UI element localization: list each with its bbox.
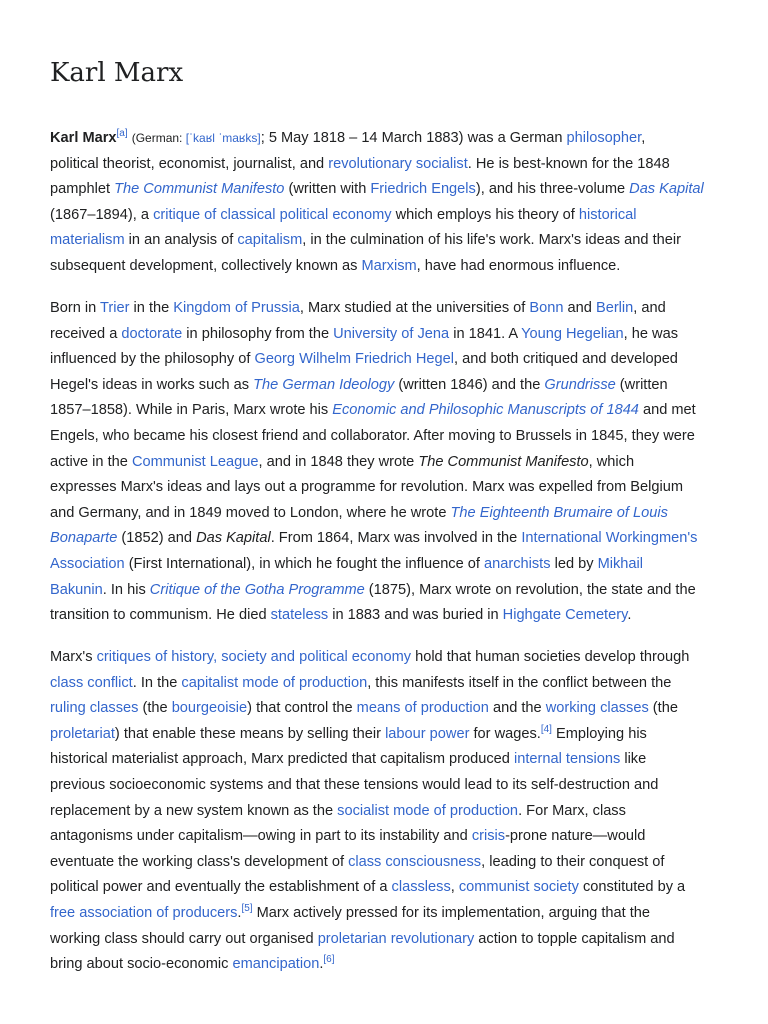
link-historical-materialism[interactable]: historical [578,206,637,223]
footnote-link[interactable]: [5] [241,902,253,914]
text-line: subsequent development, collectively known as Marxism, have had enormous influence. [50,257,621,274]
text-line: Association (First International), in which he fought the influence of anarchists led by Mikhail [50,555,644,572]
page-title: Karl Marx [50,58,184,88]
link-international-workingmens-association[interactable]: International Workingmen's [521,530,698,547]
work-title: Das Kapital [196,530,271,547]
link-capitalist-mode-of-production[interactable]: capitalist mode of production [181,674,368,691]
link-mikhail-bakunin[interactable]: Mikhail [597,555,644,572]
text-line: (1867–1894), a critique of classical political economy which employs his theory of historical [50,206,637,223]
text-line: eventuate the working class's development of class consciousness, leading to their conquest of [50,853,665,870]
link-stateless[interactable]: stateless [270,607,329,624]
ipa-link[interactable]: [ˈkaʁl ˈmaʁks] [185,131,261,145]
text-line: political theorist, economist, journalist, and revolutionary socialist. He is best-known for the 1848 [50,155,670,172]
text-line: expresses Marx's ideas and lays out a programme for revolution. Marx was expelled from Belgium [50,479,684,496]
link-communist-society[interactable]: communist society [458,879,579,896]
link-german-ideology[interactable]: The German Ideology [253,376,395,393]
link-crisis[interactable]: crisis [471,828,506,845]
paragraph-theory [50,645,725,978]
link-socialist-mode-of-production[interactable]: socialist mode of production [337,802,519,819]
link-communist-league[interactable]: Communist League [131,453,259,470]
text-line: previous socioeconomic systems and that these tensions would lead to its self-destruction and [50,776,659,793]
link-revolutionary-socialist[interactable]: revolutionary socialist [328,155,468,172]
subject-name: Karl Marx [50,130,117,146]
link-classless[interactable]: classless [391,879,451,896]
link-ruling-classes[interactable]: ruling classes [50,700,139,717]
link-mikhail-bakunin[interactable]: Bakunin [50,581,103,598]
link-das-kapital[interactable]: Das Kapital [629,181,704,198]
text-line: 1857–1858). While in Paris, Marx wrote his Economic and Philosophic Manuscripts of 1844 and met [50,402,696,419]
link-berlin[interactable]: Berlin [595,300,634,316]
link-bonn[interactable]: Bonn [529,300,564,316]
text-line: and Germany, and in 1849 moved to London, where he wrote The Eighteenth Brumaire of Louis [50,504,668,521]
link-kingdom-of-prussia[interactable]: Kingdom of Prussia [173,300,300,316]
text-line: influenced by the philosophy of Georg Wilhelm Friedrich Hegel, and both critiqued and developed [50,351,678,368]
link-anarchists[interactable]: anarchists [484,555,551,572]
text-line: received a doctorate in philosophy from the University of Jena in 1841. A Young Hegelian, he was [50,325,678,342]
link-emancipation[interactable]: emancipation [232,956,320,973]
text-line: Bakunin. In his Critique of the Gotha Programme (1875), Marx wrote on revolution, the state and the [50,581,696,598]
link-university-of-jena[interactable]: University of Jena [333,325,450,342]
link-friedrich-engels[interactable]: Friedrich Engels [370,181,476,198]
link-proletariat[interactable]: proletariat [50,725,115,742]
link-doctorate[interactable]: doctorate [121,325,183,342]
link-proletarian-revolution[interactable]: proletarian revolutionary [317,930,475,947]
paragraph-intro [50,126,725,280]
link-marxism[interactable]: Marxism [361,257,417,274]
text-line: working class should carry out organised proletarian revolutionary action to topple capitalism and [50,930,675,947]
text-line: Born in Trier in the Kingdom of Prussia, Marx studied at the universities of Bonn and Berlin, and [50,300,666,316]
paragraph-biography [50,296,725,629]
link-philosopher[interactable]: philosopher [566,130,642,146]
link-eighteenth-brumaire[interactable]: The Eighteenth Brumaire of Louis [450,504,668,521]
link-gotha-programme[interactable]: Critique of the Gotha Programme [149,581,365,598]
text-line: Karl Marx[a] (German: [ˈkaʁl ˈmaʁks]; 5 May 1818 – 14 March 1883) was a German philosopher, [50,128,646,146]
text-line: Marx's critiques of history, society and political economy hold that human societies develop through [50,649,690,665]
link-class-consciousness[interactable]: class consciousness [348,853,482,870]
link-young-hegelian[interactable]: Young Hegelian [521,325,624,342]
text-line: replacement by a new system known as the socialist mode of production. For Marx, class [50,802,626,819]
link-trier[interactable]: Trier [100,300,130,316]
text-line: historical materialist approach, Marx predicted that capitalism produced internal tensions like [50,751,647,768]
text-line: active in the Communist League, and in 1848 they wrote The Communist Manifesto, which [50,453,635,470]
link-manuscripts-1844[interactable]: Economic and Philosophic Manuscripts of 1844 [332,402,639,419]
work-title: The Communist Manifesto [418,453,589,470]
link-bourgeoisie[interactable]: bourgeoisie [171,700,248,717]
text-line: political power and eventually the establishment of a classless, communist society constituted by a [50,879,686,896]
text-line: ruling classes (the bourgeoisie) that control the means of production and the working classes (the [50,700,678,717]
link-highgate-cemetery[interactable]: Highgate Cemetery [502,607,628,624]
text-line: free association of producers.[5] Marx actively pressed for its implementation, arguing that the [50,902,651,921]
link-capitalism[interactable]: capitalism [237,232,303,249]
link-internal-tensions[interactable]: internal tensions [513,751,621,768]
text-line: Hegel's ideas in works such as The German Ideology (written 1846) and the Grundrisse (written [50,376,668,393]
link-historical-materialism[interactable]: materialism [50,232,125,249]
link-hegel[interactable]: Georg Wilhelm Friedrich Hegel [254,351,454,368]
text-line: Engels, who became his closest friend and collaborator. After moving to Brussels in 1845, they were [50,427,695,444]
link-communist-manifesto[interactable]: The Communist Manifesto [114,181,285,198]
footnote-link[interactable]: [4] [540,723,552,735]
link-labour-power[interactable]: labour power [385,725,470,742]
link-means-of-production[interactable]: means of production [356,700,489,717]
text-line: transition to communism. He died stateless in 1883 and was buried in Highgate Cemetery. [50,607,632,624]
text-line: bring about socio-economic emancipation.[6] [50,954,335,973]
link-eighteenth-brumaire[interactable]: Bonaparte [50,530,118,547]
text-line: class conflict. In the capitalist mode of production, this manifests itself in the conflict between the [50,674,672,691]
link-class-conflict[interactable]: class conflict [50,674,133,691]
link-grundrisse[interactable]: Grundrisse [544,376,616,393]
text-line: materialism in an analysis of capitalism, in the culmination of his life's work. Marx's ideas and their [50,232,681,249]
link-critique-political-economy[interactable]: critique of classical political economy [153,206,392,223]
text-line: Bonaparte (1852) and Das Kapital. From 1864, Marx was involved in the International Workingmen's [50,530,698,547]
text-line: pamphlet The Communist Manifesto (written with Friedrich Engels), and his three-volume Das Kapital [50,181,704,198]
footnote-link[interactable]: [a] [116,128,128,139]
footnote-link[interactable]: [6] [323,954,335,966]
link-international-workingmens-association[interactable]: Association [50,555,125,572]
link-free-association-of-producers[interactable]: free association of producers [50,904,238,921]
text-line: proletariat) that enable these means by selling their labour power for wages.[4] Employing his [50,723,647,742]
link-working-classes[interactable]: working classes [545,700,649,717]
link-critiques[interactable]: critiques of history, society and political economy [96,649,412,665]
text-line: antagonisms under capitalism—owing in part to its instability and crisis-prone nature—would [50,828,646,845]
